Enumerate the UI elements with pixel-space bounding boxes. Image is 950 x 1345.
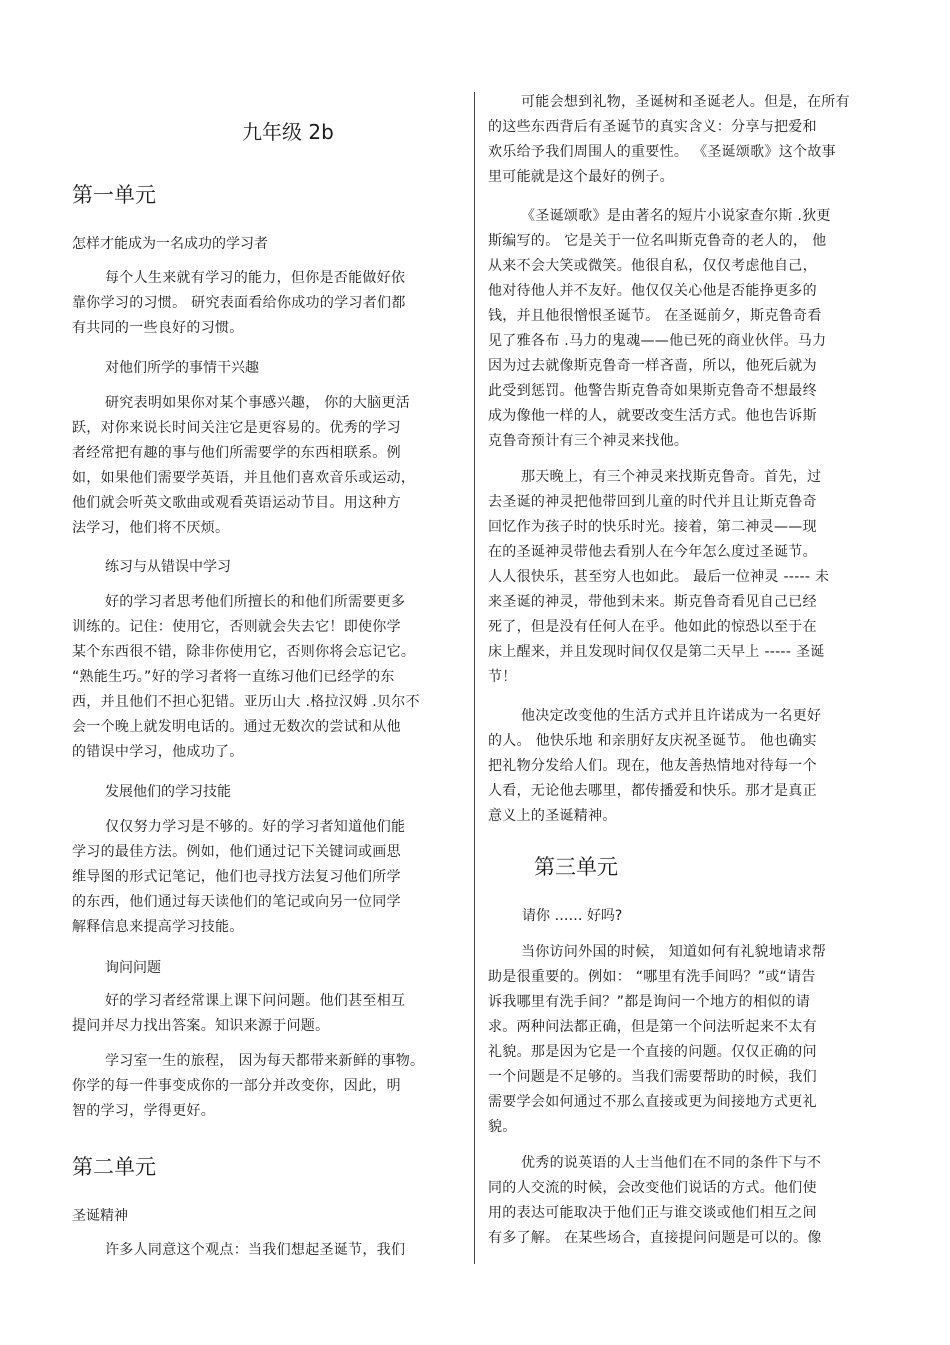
section-heading: 对他们所学的事情干兴趣 <box>105 360 259 376</box>
unit-3-heading: 第三单元 <box>534 855 618 879</box>
paragraph-line: 解释信息来提高学习技能。 <box>72 919 244 935</box>
paragraph-line: 法学习，他们将不厌烦。 <box>72 520 230 536</box>
paragraph-line: 提问并尽力找出答案。知识来源于问题。 <box>72 1018 330 1034</box>
paragraph-line: 一个问题是不足够的。当我们需要帮助的时候，我们 <box>488 1069 817 1085</box>
paragraph-line: 好的学习者经常课上课下问问题。他们甚至相互 <box>105 993 406 1009</box>
paragraph-line: 《圣诞颂歌》是由著名的短片小说家查尔斯 .狄更 <box>521 208 831 224</box>
paragraph-line: 有多了解。 在某些场合，直接提问问题是可以的。像 <box>488 1230 822 1246</box>
paragraph-line: 许多人同意这个观点：当我们想起圣诞节，我们 <box>105 1242 406 1258</box>
paragraph-line: 的这些东西背后有圣诞节的真实含义：分享与把爱和 <box>488 119 817 135</box>
paragraph-line: 斯编写的。 它是关于一位名叫斯克鲁奇的老人的， 他 <box>488 233 827 249</box>
paragraph-line: 节！ <box>488 669 517 685</box>
paragraph-line: 在的圣诞神灵带他去看别人在今年怎么度过圣诞节。 <box>488 544 817 560</box>
paragraph <box>72 266 406 341</box>
paragraph-line: 诉我哪里有洗手间？”都是询问一个地方的相似的请 <box>488 994 811 1010</box>
paragraph-line: 同的人交流的时候，会改变他们说话的方式。他们使 <box>488 1180 817 1196</box>
paragraph-line: 可能会想到礼物，圣诞树和圣诞老人。但是，在所有 <box>521 94 850 110</box>
paragraph <box>488 90 850 190</box>
paragraph <box>72 1049 424 1124</box>
paragraph-line: 从来不会大笑或微笑。他很自私，仅仅考虑他自己， <box>488 258 817 274</box>
paragraph-line: 人人很快乐，甚至穷人也如此。 最后一位神灵 ----- 未 <box>488 569 830 585</box>
paragraph-line: 西，并且他们不担心犯错。亚历山大 .格拉汉姆 .贝尔不 <box>72 694 420 710</box>
paragraph-line: 某个东西很不错，除非你使用它，否则你将会忘记它。 <box>72 644 416 660</box>
paragraph-line: 有共同的一些良好的习惯。 <box>72 320 244 336</box>
paragraph-line: 成为像他一样的人，就要改变生活方式。他也告诉斯 <box>488 408 817 424</box>
paragraph-line: 需要学会如何通过不那么直接或更为间接地方式更礼 <box>488 1094 817 1110</box>
paragraph-line: 钱，并且他很憎恨圣诞节。 在圣诞前夕，斯克鲁奇看 <box>488 308 822 324</box>
unit-2-heading: 第二单元 <box>72 1155 156 1179</box>
paragraph-line: 此受到惩罚。他警告斯克鲁奇如果斯克鲁奇不想最终 <box>488 383 817 399</box>
paragraph-line: 那天晚上，有三个神灵来找斯克鲁奇。首先，过 <box>521 469 822 485</box>
paragraph-line: 的人。 他快乐地 和亲朋好友庆祝圣诞节。 他也确实 <box>488 733 817 749</box>
paragraph-line: 里可能就是这个最好的例子。 <box>488 169 674 185</box>
paragraph-line: 跃，对你来说长时间关注它是更容易的。优秀的学习 <box>72 420 401 436</box>
paragraph-line: 他们就会听英文歌曲或观看英语运动节目。用这种方 <box>72 495 401 511</box>
paragraph-line: 你学的每一件事变成你的一部分并改变你，因此，明 <box>72 1078 401 1094</box>
paragraph-line: 死了，但是没有任何人在乎。他如此的惊恐以至于在 <box>488 619 817 635</box>
unit-2-subtitle: 圣诞精神 <box>72 1208 128 1224</box>
paragraph-line: 人看，无论他去哪里，都传播爱和快乐。那才是真正 <box>488 783 817 799</box>
unit-1-subtitle: 怎样才能成为一名成功的学习者 <box>72 236 268 252</box>
paragraph-line: 会一个晚上就发明电话的。通过无数次的尝试和从他 <box>72 719 401 735</box>
paragraph <box>488 940 826 1140</box>
paragraph-line: 助是很重要的。例如： “哪里有洗手间吗？”或“请告 <box>488 969 816 985</box>
paragraph-line: 仅仅努力学习是不够的。好的学习者知道他们能 <box>105 819 406 835</box>
unit-1-heading: 第一单元 <box>72 183 156 207</box>
paragraph-line: 见了雅各布 .马力的鬼魂——他已死的商业伙伴。马力 <box>488 333 827 349</box>
paragraph <box>72 391 415 541</box>
paragraph-line: “熟能生巧。”好的学习者将一直练习他们已经学的东 <box>72 669 395 685</box>
paragraph-line: 研究表明如果你对某个事感兴趣， 你的大脑更活 <box>105 395 411 411</box>
paragraph <box>488 704 821 829</box>
paragraph-line: 用的表达可能取决于他们正与谁交谈或他们相互之间 <box>488 1205 817 1221</box>
paragraph-line: 求。两种问法都正确，但是第一个问法听起来不太有 <box>488 1019 817 1035</box>
paragraph <box>488 204 831 454</box>
paragraph-line: 每个人生来就有学习的能力，但你是否能做好依 <box>105 270 406 286</box>
paragraph <box>72 989 405 1039</box>
section-heading: 练习与从错误中学习 <box>105 559 231 575</box>
paragraph-line: 意义上的圣诞精神。 <box>488 808 617 824</box>
paragraph-line: 如，如果他们需要学英语，并且他们喜欢音乐或运动， <box>72 470 416 486</box>
paragraph-line: 他决定改变他的生活方式并且许诺成为一名更好 <box>521 708 822 724</box>
paragraph-line: 因为过去就像斯克鲁奇一样吝啬，所以，他死后就为 <box>488 358 817 374</box>
section-heading: 发展他们的学习技能 <box>105 784 231 800</box>
paragraph-line: 来圣诞的神灵，带他到未来。斯克鲁奇看见自己已经 <box>488 594 817 610</box>
paragraph <box>488 465 829 690</box>
paragraph-line: 当你访问外国的时候， 知道如何有礼貌地请求帮 <box>521 944 827 960</box>
paragraph <box>72 1238 405 1263</box>
paragraph-line: 去圣诞的神灵把他带回到儿童的时代并且让斯克鲁奇 <box>488 494 817 510</box>
paragraph-line: 学习的最佳方法。例如，他们通过记下关键词或画思 <box>72 844 401 860</box>
column-divider <box>474 92 475 1264</box>
paragraph-line: 貌。 <box>488 1119 517 1135</box>
paragraph-line: 优秀的说英语的人士当他们在不同的条件下与不 <box>521 1155 822 1171</box>
paragraph-line: 的错误中学习，他成功了。 <box>72 744 244 760</box>
paragraph-line: 他对待他人并不友好。他仅仅关心他是否能挣更多的 <box>488 283 817 299</box>
paragraph-line: 回忆作为孩子时的快乐时光。接着，第二神灵——现 <box>488 519 817 535</box>
unit-3-subtitle: 请你 …… 好吗? <box>522 908 623 924</box>
paragraph-line: 的东西，他们通过每天读他们的笔记或向另一位同学 <box>72 894 401 910</box>
paragraph-line: 者经常把有趣的事与他们所需要学的东西相联系。例 <box>72 445 401 461</box>
paragraph <box>488 1151 822 1251</box>
paragraph-line: 靠你学习的习惯。 研究表面看给你成功的学习者们都 <box>72 295 406 311</box>
paragraph <box>72 590 420 765</box>
paragraph-line: 好的学习者思考他们所擅长的和他们所需要更多 <box>105 594 406 610</box>
paragraph-line: 训练的。记住：使用它，否则就会失去它！即使你学 <box>72 619 401 635</box>
paragraph-line: 智的学习，学得更好。 <box>72 1103 215 1119</box>
document-title: 九年级 2b <box>242 120 334 144</box>
paragraph <box>72 815 405 940</box>
paragraph-line: 礼貌。那是因为它是一个直接的问题。仅仅正确的问 <box>488 1044 817 1060</box>
paragraph-line: 床上醒来，并且发现时间仅仅是第二天早上 ----- 圣诞 <box>488 644 825 660</box>
paragraph-line: 学习室一生的旅程， 因为每天都带来新鲜的事物。 <box>105 1053 425 1069</box>
paragraph-line: 欢乐给予我们周围人的重要性。 《圣诞颂歌》这个故事 <box>488 144 836 160</box>
paragraph-line: 克鲁奇预计有三个神灵来找他。 <box>488 433 689 449</box>
paragraph-line: 把礼物分发给人们。现在，他友善热情地对待每一个 <box>488 758 817 774</box>
paragraph-line: 维导图的形式记笔记，他们也寻找方法复习他们所学 <box>72 869 401 885</box>
section-heading: 询问问题 <box>105 960 161 976</box>
